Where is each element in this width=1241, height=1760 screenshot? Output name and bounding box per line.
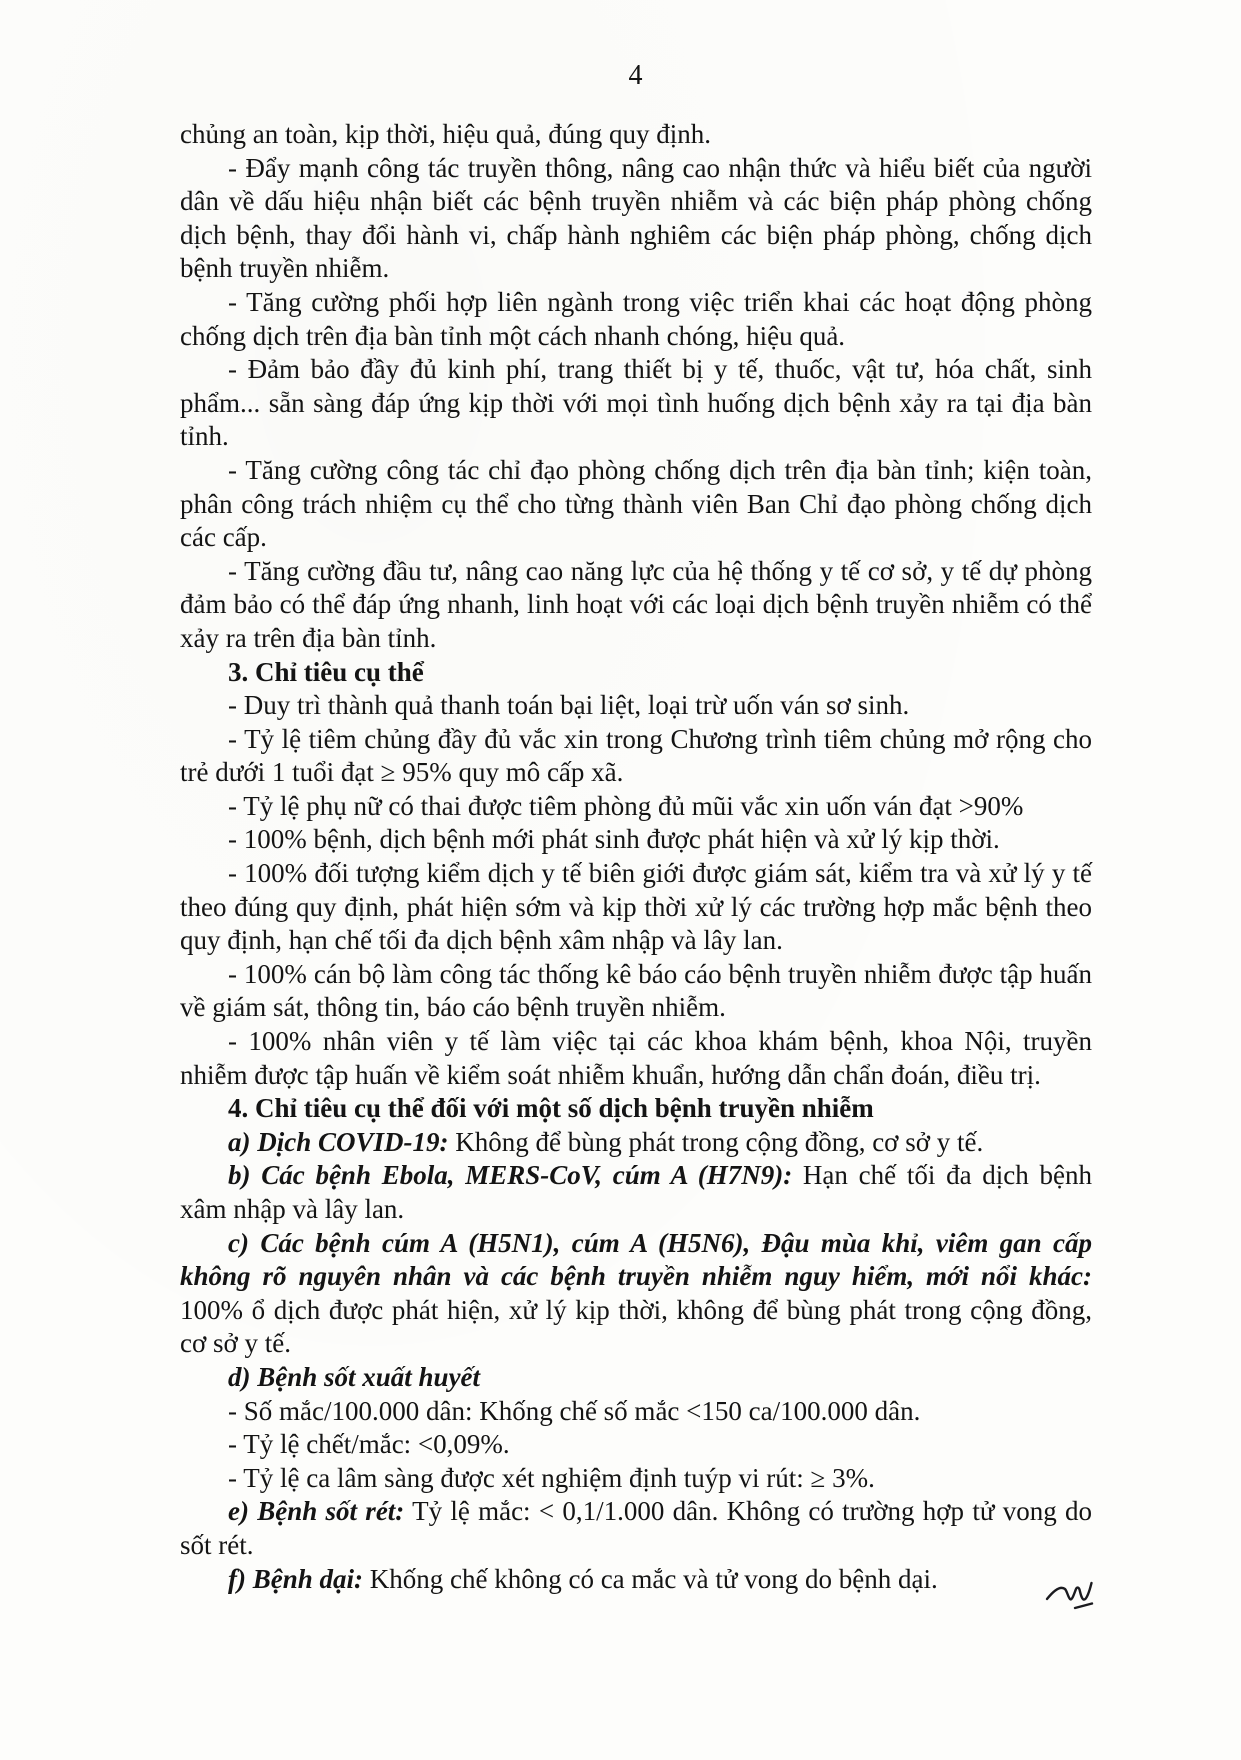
text-run: Hạn chế tối đa dịch bệnh xâm nhập và lây lan. bbox=[180, 1160, 1093, 1224]
text-run: c) Các bệnh cúm A (H5N1), cúm A (H5N6), Đậu mùa khỉ, viêm gan cấp không rõ nguyên nhân và các bệnh truyền nhiễm nguy hiểm, mới nổi khác: bbox=[180, 1227, 1092, 1292]
text-run: - Tỷ lệ phụ nữ có thai được tiêm phòng đủ mũi vắc xin uốn ván đạt >90% bbox=[228, 790, 1024, 821]
text-run: - Tỷ lệ chết/mắc: <0,09%. bbox=[228, 1429, 510, 1460]
paragraph bbox=[180, 1126, 1092, 1160]
text-run: e) Bệnh sốt rét: bbox=[228, 1496, 405, 1527]
paragraph bbox=[180, 1395, 1092, 1429]
paragraph bbox=[180, 555, 1092, 656]
text-run: - Tỷ lệ tiêm chủng đầy đủ vắc xin trong Chương trình tiêm chủng mở rộng cho trẻ dưới 1 tuổi đạt ≥ 95% quy mô cấp xã. bbox=[180, 723, 1092, 788]
paragraph bbox=[180, 1159, 1092, 1226]
paragraph bbox=[180, 790, 1092, 824]
paragraph bbox=[180, 1563, 1092, 1597]
text-run: - Tăng cường đầu tư, nâng cao năng lực của hệ thống y tế cơ sở, y tế dự phòng đảm bảo có thể đáp ứng nhanh, linh hoạt với các loại dịch bệnh truyền nhiễm có thể xảy ra trên địa bàn tỉnh. bbox=[180, 555, 1092, 653]
page-number: 4 bbox=[628, 60, 644, 91]
paragraph bbox=[180, 1227, 1092, 1361]
text-run: Khống chế không có ca mắc và tử vong do bệnh dại. bbox=[363, 1563, 938, 1594]
section-heading bbox=[180, 1092, 1092, 1126]
text-run: - 100% đối tượng kiểm dịch y tế biên giới được giám sát, kiểm tra và xử lý y tế theo đúng quy định, phát hiện sớm và kịp thời xử lý các trường hợp mắc bệnh theo quy định, hạn chế tối đa dịch bệnh xâm nhập và lây lan. bbox=[180, 858, 1092, 956]
text-run: - 100% nhân viên y tế làm việc tại các khoa khám bệnh, khoa Nội, truyền nhiễm được tập huấn về kiểm soát nhiễm khuẩn, hướng dẫn chẩn đoán, điều trị. bbox=[180, 1026, 1092, 1090]
paragraph bbox=[180, 353, 1092, 454]
paragraph bbox=[180, 823, 1092, 857]
signature-mark bbox=[1044, 1572, 1108, 1620]
paragraph bbox=[180, 1361, 1092, 1395]
text-run: 3. Chỉ tiêu cụ thể bbox=[228, 656, 424, 687]
paragraph bbox=[180, 689, 1092, 723]
text-run: - 100% bệnh, dịch bệnh mới phát sinh được phát hiện và xử lý kịp thời. bbox=[228, 824, 1000, 855]
paragraph bbox=[180, 454, 1092, 555]
text-run: chủng an toàn, kịp thời, hiệu quả, đúng quy định. bbox=[180, 119, 711, 149]
text-run: Tỷ lệ mắc: < 0,1/1.000 dân. Không có trường hợp tử vong do sốt rét. bbox=[180, 1496, 1092, 1560]
text-run: - Số mắc/100.000 dân: Khống chế số mắc <150 ca/100.000 dân. bbox=[228, 1395, 921, 1426]
text-run: - Tỷ lệ ca lâm sàng được xét nghiệm định tuýp vi rút: ≥ 3%. bbox=[228, 1462, 875, 1493]
paragraph bbox=[180, 1428, 1092, 1462]
text-run: - Đẩy mạnh công tác truyền thông, nâng cao nhận thức và hiểu biết của người dân về dấu hiệu nhận biết các bệnh truyền nhiễm và các biện pháp phòng chống dịch bệnh, thay đổi hành vi, chấp hành nghiêm các biện pháp phòng, chống dịch bệnh truyền nhiễm. bbox=[180, 152, 1092, 284]
text-run: - Đảm bảo đầy đủ kinh phí, trang thiết bị y tế, thuốc, vật tư, hóa chất, sinh phẩm... sẵn sàng đáp ứng kịp thời với mọi tình huống dịch bệnh xảy ra tại địa bàn tỉnh. bbox=[180, 354, 1092, 452]
paragraph bbox=[180, 118, 1092, 152]
text-run: 100% ổ dịch được phát hiện, xử lý kịp thời, không để bùng phát trong cộng đồng, cơ sở y tế. bbox=[180, 1294, 1092, 1359]
text-run: b) Các bệnh Ebola, MERS-CoV, cúm A (H7N9): bbox=[228, 1160, 793, 1191]
text-run: - Tăng cường công tác chỉ đạo phòng chống dịch trên địa bàn tỉnh; kiện toàn, phân công trách nhiệm cụ thể cho từng thành viên Ban Chỉ đạo phòng chống dịch các cấp. bbox=[180, 454, 1092, 553]
paragraph bbox=[180, 857, 1092, 958]
paragraph bbox=[180, 1495, 1092, 1562]
text-run: 4. Chỉ tiêu cụ thể đối với một số dịch bệnh truyền nhiễm bbox=[228, 1093, 874, 1124]
paragraph bbox=[180, 152, 1092, 286]
text-run: a) Dịch COVID-19: bbox=[228, 1126, 449, 1157]
text-run: f) Bệnh dại: bbox=[228, 1563, 363, 1594]
text-run: - Tăng cường phối hợp liên ngành trong việc triển khai các hoạt động phòng chống dịch trên địa bàn tỉnh một cách nhanh chóng, hiệu quả. bbox=[180, 286, 1092, 351]
text-run: - Duy trì thành quả thanh toán bại liệt, loại trừ uốn ván sơ sinh. bbox=[228, 690, 910, 721]
paragraph bbox=[180, 1025, 1092, 1092]
document-body bbox=[180, 118, 1092, 1596]
paragraph bbox=[180, 1462, 1092, 1496]
paragraph bbox=[180, 286, 1092, 353]
paragraph bbox=[180, 723, 1092, 790]
section-heading bbox=[180, 656, 1092, 690]
text-run: d) Bệnh sốt xuất huyết bbox=[228, 1361, 481, 1392]
paragraph bbox=[180, 958, 1092, 1025]
text-run: - 100% cán bộ làm công tác thống kê báo cáo bệnh truyền nhiễm được tập huấn về giám sát, thông tin, báo cáo bệnh truyền nhiễm. bbox=[180, 958, 1092, 1023]
text-run: Không để bùng phát trong cộng đồng, cơ sở y tế. bbox=[448, 1126, 984, 1157]
